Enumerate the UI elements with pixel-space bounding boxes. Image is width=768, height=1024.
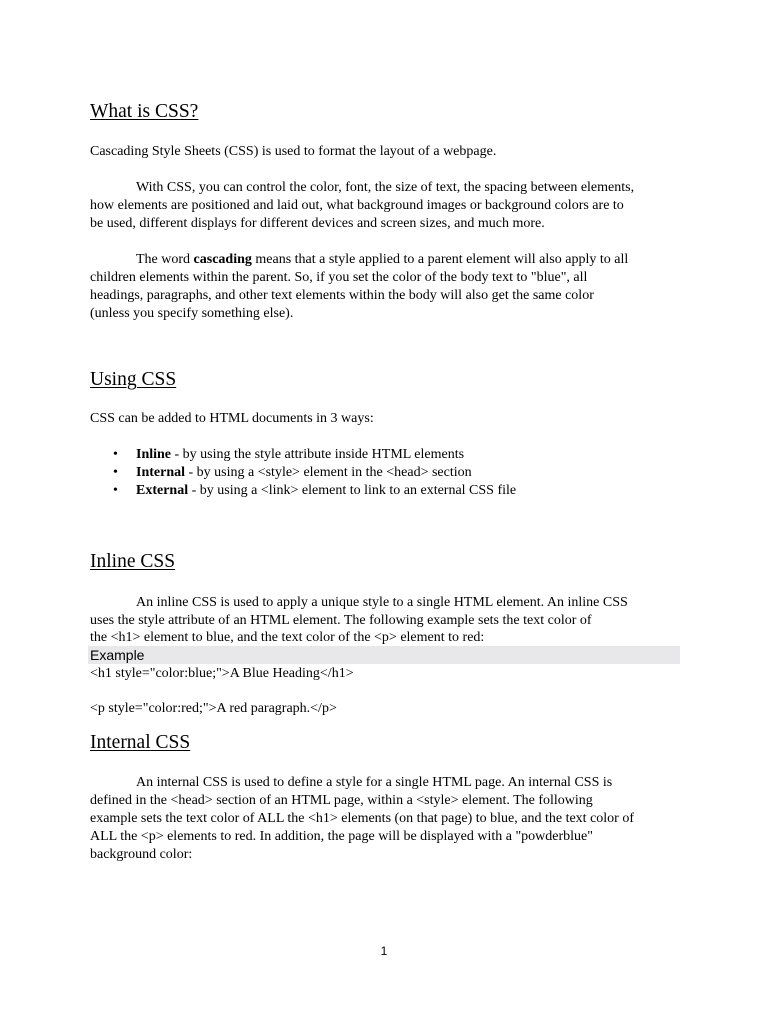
paragraph-cascading-line: headings, paragraphs, and other text elements within the body will also get the same color xyxy=(90,288,594,303)
bullet-icon: • xyxy=(113,483,118,498)
text-run: means that a style applied to a parent element will also apply to all xyxy=(251,252,629,267)
paragraph-cascading-line: children elements within the parent. So, if you set the color of the body text to "blue", all xyxy=(90,270,588,285)
paragraph-inline-line: An inline CSS is used to apply a unique style to a single HTML element. An inline CSS xyxy=(136,595,628,610)
heading-inline-css: Inline CSS xyxy=(90,551,176,572)
code-line-p: <p style="color:red;">A red paragraph.</p> xyxy=(90,701,337,716)
paragraph-css-definition: Cascading Style Sheets (CSS) is used to format the layout of a webpage. xyxy=(90,144,497,159)
list-item xyxy=(90,446,516,464)
paragraph-cascading-line xyxy=(136,251,628,269)
code-line-h1: <h1 style="color:blue;">A Blue Heading</h1> xyxy=(90,666,354,681)
paragraph-internal-line: An internal CSS is used to define a style for a single HTML page. An internal CSS is xyxy=(136,775,613,790)
text-run: The word xyxy=(136,252,194,267)
paragraph-internal-line: defined in the <head> section of an HTML page, within a <style> element. The following xyxy=(90,793,593,808)
list-item-term: Inline xyxy=(136,447,172,462)
heading-what-is-css: What is CSS? xyxy=(90,101,199,122)
list-item xyxy=(90,482,516,500)
paragraph-inline-line: the <h1> element to blue, and the text color of the <p> element to red: xyxy=(90,630,485,645)
list-item-desc: - by using a <style> element in the <head> section xyxy=(185,465,472,480)
bold-term-cascading: cascading xyxy=(193,252,252,267)
list-item-desc: - by using the style attribute inside HTML elements xyxy=(171,447,465,462)
paragraph-three-ways: CSS can be added to HTML documents in 3 ways: xyxy=(90,411,374,426)
paragraph-internal-line: background color: xyxy=(90,847,193,862)
paragraph-inline-line: uses the style attribute of an HTML element. The following example sets the text color of xyxy=(90,613,592,628)
page-number: 1 xyxy=(380,944,388,958)
list-item-term: Internal xyxy=(136,465,185,480)
heading-internal-css: Internal CSS xyxy=(90,732,191,753)
paragraph-cascading-line: (unless you specify something else). xyxy=(90,306,294,321)
list-item-desc: - by using a <link> element to link to an external CSS file xyxy=(188,483,517,498)
paragraph-internal-line: ALL the <p> elements to red. In addition, the page will be displayed with a "powderblue" xyxy=(90,829,593,844)
heading-using-css: Using CSS xyxy=(90,369,177,390)
paragraph-control-line: how elements are positioned and laid out, what background images or background colors are to xyxy=(90,198,624,213)
bullet-icon: • xyxy=(113,465,118,480)
example-label: Example xyxy=(90,647,145,663)
paragraph-control-line: With CSS, you can control the color, font, the size of text, the spacing between elements, xyxy=(136,180,635,195)
list-item-term: External xyxy=(136,483,189,498)
bullet-icon: • xyxy=(113,447,118,462)
example-header-bar xyxy=(88,646,680,664)
paragraph-internal-line: example sets the text color of ALL the <h1> elements (on that page) to blue, and the text color of xyxy=(90,811,634,826)
list-item xyxy=(90,464,516,482)
ways-list xyxy=(90,446,516,500)
paragraph-control-line: be used, different displays for different devices and screen sizes, and much more. xyxy=(90,216,545,231)
